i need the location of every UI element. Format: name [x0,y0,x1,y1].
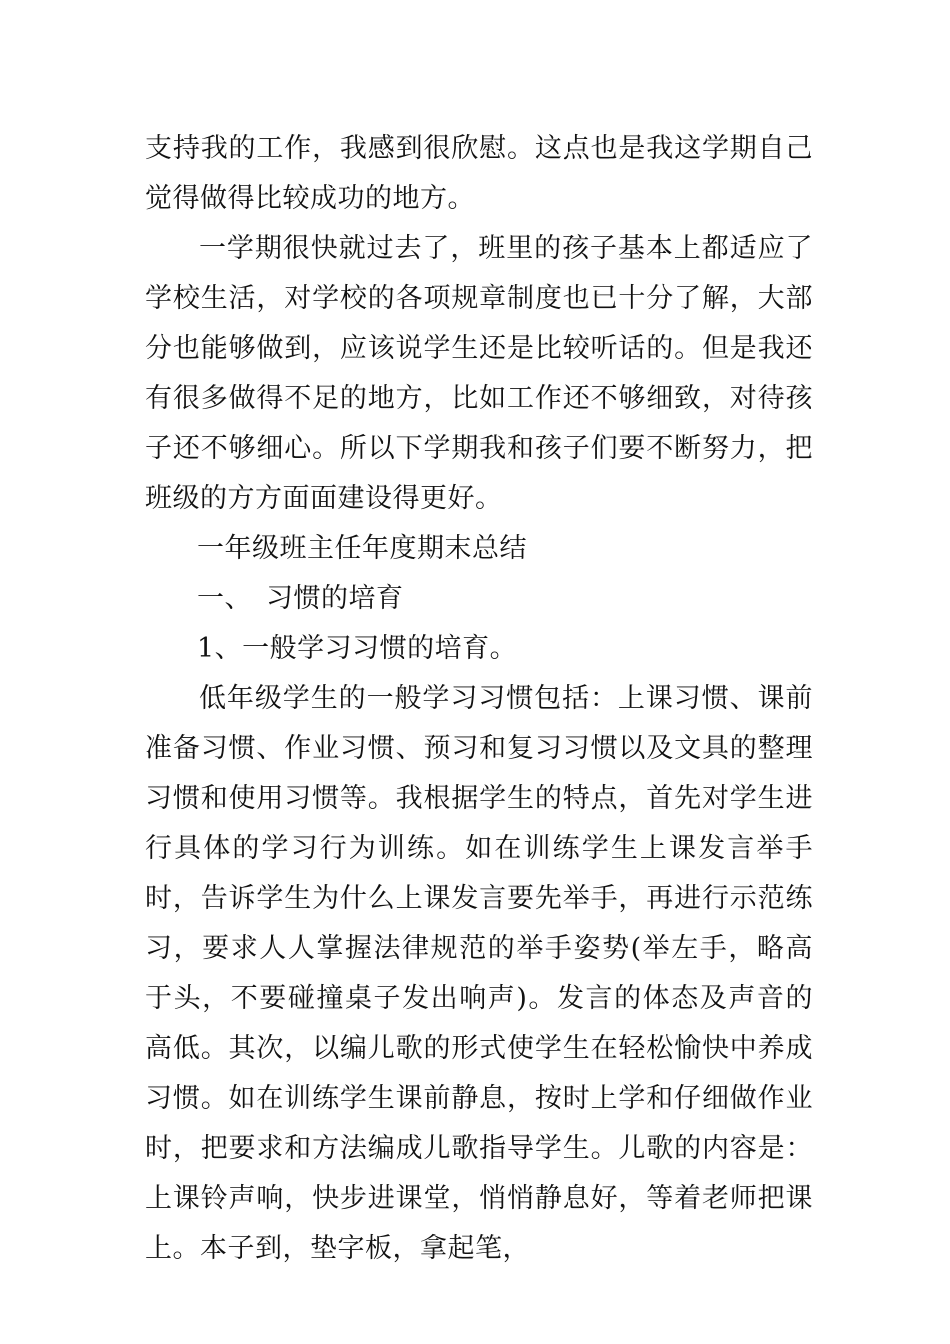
subsection-heading-study-habits: 1、一般学习习惯的培育。 [197,633,518,664]
paragraph-semester-summary: 一学期很快就过去了，班里的孩子基本上都适应了学校生活，对学校的各项规章制度也已十分了解，大部分也能够做到，应该说学生还是比较听话的。但是我还有很多做得不足的地方，比如工作还不够细致，对待孩子还不够细心。所以下学期我和孩子们要不断努力，把班级的方方面面建设得更好。 [145,233,813,514]
paragraph-continuation: 支持我的工作，我感到很欣慰。这点也是我这学期自己觉得做得比较成功的地方。 [145,133,813,214]
section-heading-habits: 一、 习惯的培育 [197,583,404,614]
section-title: 一年级班主任年度期末总结 [197,533,527,564]
document-body [145,124,813,1274]
paragraph-study-habits: 低年级学生的一般学习习惯包括：上课习惯、课前准备习惯、作业习惯、预习和复习习惯以及文具的整理习惯和使用习惯等。我根据学生的特点，首先对学生进行具体的学习行为训练。如在训练学生上课发言举手时，告诉学生为什么上课发言要先举手，再进行示范练习，要求人人掌握法律规范的举手姿势(举左手，略高于头，不要碰撞桌子发出响声)。发言的体态及声音的高低。其次，以编儿歌的形式使学生在轻松愉快中养成习惯。如在训练学生课前静息，按时上学和仔细做作业时，把要求和方法编成儿歌指导学生。儿歌的内容是：上课铃声响，快步进课堂，悄悄静息好，等着老师把课上。本子到，垫字板，拿起笔， [145,683,813,1264]
